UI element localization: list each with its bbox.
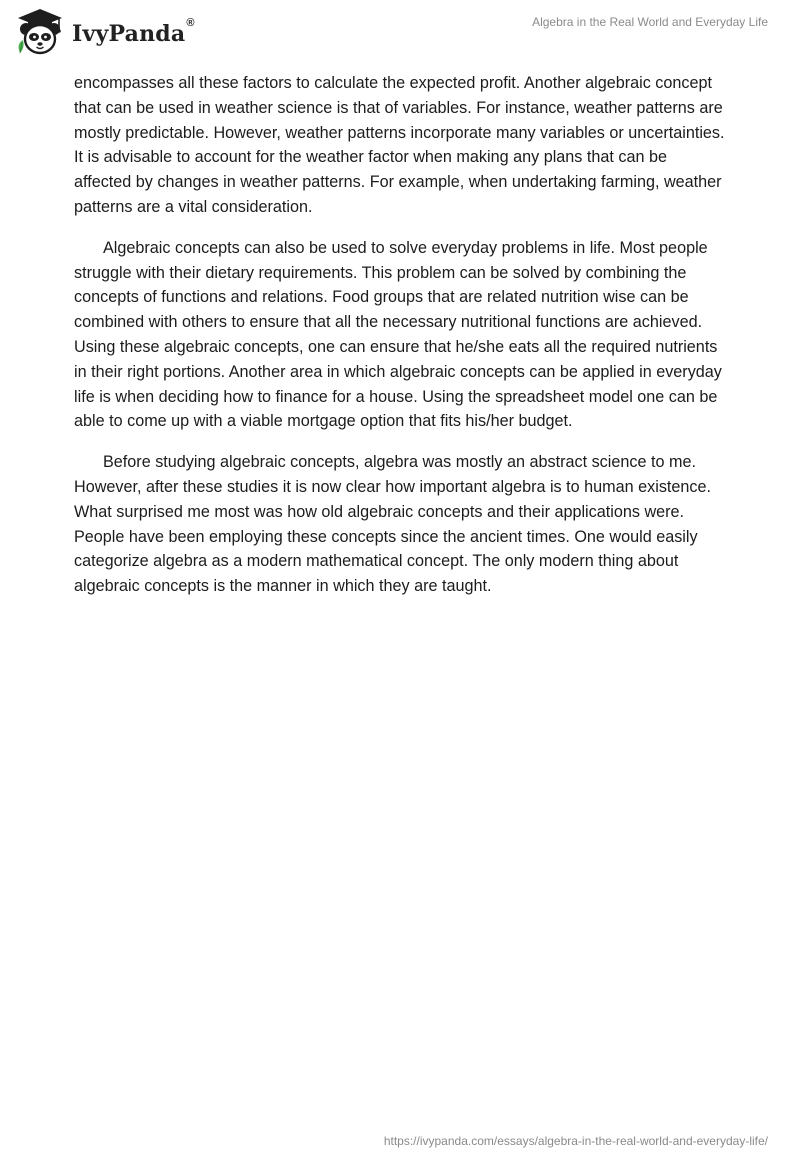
page-header bbox=[0, 0, 800, 64]
logo-name: IvyPanda bbox=[72, 21, 186, 47]
document-title: Algebra in the Real World and Everyday Life bbox=[532, 15, 768, 29]
logo-wordmark bbox=[72, 17, 195, 47]
source-url-link[interactable]: https://ivypanda.com/essays/algebra-in-the-real-world-and-everyday-life/ bbox=[383, 1134, 768, 1148]
ivypanda-logo[interactable] bbox=[14, 8, 195, 56]
registered-mark: ® bbox=[186, 17, 195, 29]
panda-logo-icon bbox=[14, 8, 66, 56]
paragraph-3: Before studying algebraic concepts, algebra was mostly an abstract science to me. However, after these studies it is now clear how important algebra is to human existence. What surprised me most was how old algebraic concepts and their applications were. People have been employing these concepts since the ancient times. One would easily categorize algebra as a modern mathematical concept. The only modern thing about algebraic concepts is the manner in which they are taught. bbox=[74, 453, 712, 596]
essay-body bbox=[74, 71, 726, 615]
paragraph-1: encompasses all these factors to calculate the expected profit. Another algebraic concept that can be used in weather science is that of variables. For instance, weather patterns are mostly predictable. However, weather patterns incorporate many variables or uncertainties. It is advisable to account for the weather factor when making any plans that can be affected by changes in weather patterns. For example, when undertaking farming, weather patterns are a vital consideration. bbox=[74, 74, 725, 216]
paragraph-2: Algebraic concepts can also be used to solve everyday problems in life. Most people struggle with their dietary requirements. This problem can be solved by combining the concepts of functions and relations. Food groups that are related nutrition wise can be combined with others to ensure that all the necessary nutritional functions are achieved. Using these algebraic concepts, one can ensure that he/she eats all the required nutrients in their right portions. Another area in which algebraic concepts can be applied in everyday life is when deciding how to finance for a house. Using the spreadsheet model one can be able to come up with a viable mortgage option that fits his/her budget. bbox=[74, 238, 722, 431]
